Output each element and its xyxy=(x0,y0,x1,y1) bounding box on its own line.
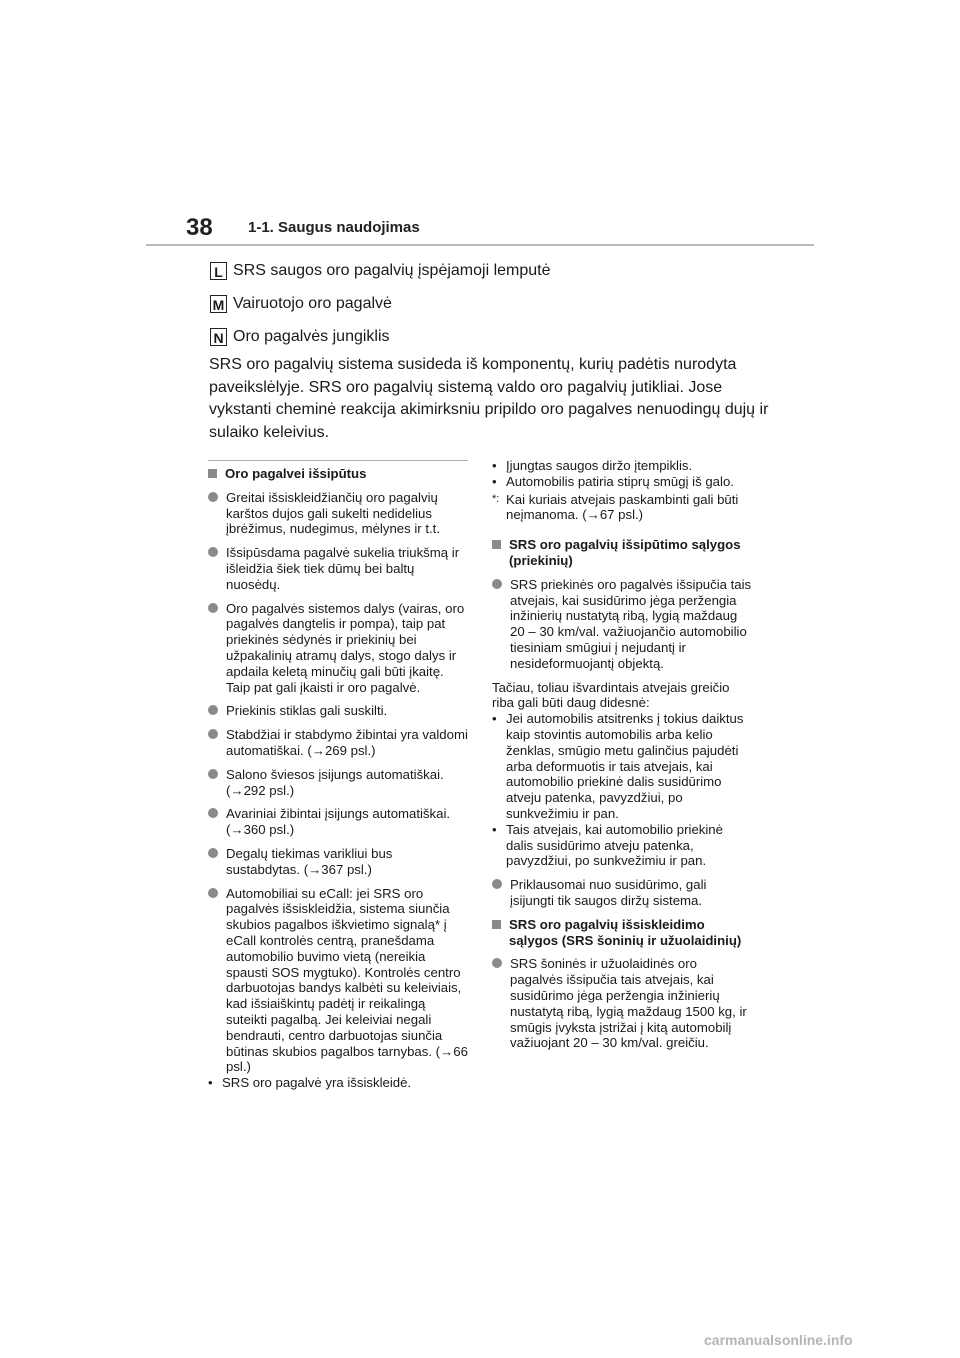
sub-list-item xyxy=(492,711,752,822)
section-heading xyxy=(492,537,752,569)
left-column xyxy=(208,458,468,1091)
dot-marker-icon: • xyxy=(492,458,497,473)
circle-bullet-icon xyxy=(492,579,502,589)
item-text: SRS priekinės oro pagalvės išsipučia tais atvejais, kai susidūrimo jėga peržengia inžinierių nustatytą ribą, lygią maždaug 20 – 30 km/val. važiuojančio automobilio tiesiniam smūgiui į nejudantį ir nesideformuojantį objektą. xyxy=(510,576,752,671)
sub-list-item xyxy=(492,474,752,490)
list-item-ecall xyxy=(208,886,468,1076)
item-text: Tais atvejais, kai automobilio priekinė dalis susidūrimo atveju patenka, pavyzdžiui, po sunkvežimiu ir pan. xyxy=(506,821,723,869)
circle-bullet-icon xyxy=(208,705,218,715)
sub-list-item xyxy=(492,458,752,474)
dot-marker-icon: • xyxy=(492,821,497,837)
legend-item-n xyxy=(210,328,770,346)
item-text: Priklausomai nuo susidūrimo, gali įsijungti tik saugos diržų sistema. xyxy=(510,877,707,908)
legend-text: SRS saugos oro pagalvių įspėjamoji lemputė xyxy=(233,262,551,279)
paragraph: Tačiau, toliau išvardintais atvejais greičio riba gali būti daug didesnė: xyxy=(492,679,730,711)
list-item xyxy=(208,545,468,592)
circle-bullet-icon xyxy=(492,958,502,968)
item-text: Įjungtas saugos diržo įtempiklis. xyxy=(506,458,693,473)
legend-letter: N xyxy=(210,328,227,346)
item-text: SRS šoninės ir užuolaidinės oro pagalvės išsipučia tais atvejais, kai susidūrimo jėga peržengia inžinierių nustatytą ribą, lygią maždaug 1500 kg, ir smūgis įvyksta įstrižai į kitą automobilį važiuojant 20 – 30 km/val. greičiu. xyxy=(510,956,747,1051)
intro-paragraph: SRS oro pagalvių sistema susideda iš komponentų, kurių padėtis nurodyta paveikslėlyje. SRS oro pagalvių sistemą valdo oro pagalvių jutikliai. Jose vykstanti cheminė reakcija akimirksniu pripildo oro pagalves nenuodingų dujų ir sulaiko keleivius. xyxy=(209,356,769,441)
footnote-mark: *: xyxy=(492,492,500,505)
dot-marker-icon: • xyxy=(208,1075,213,1091)
dot-marker-icon: • xyxy=(492,473,497,489)
list-item xyxy=(208,806,468,838)
list-item xyxy=(208,727,468,759)
item-text: Automobilis patiria stiprų smūgį iš galo. xyxy=(506,473,734,489)
circle-bullet-icon xyxy=(208,547,218,557)
item-text: Salono šviesos įsijungs automatiškai. (→292 psl.) xyxy=(226,766,444,798)
list-item xyxy=(492,877,752,909)
section-heading xyxy=(492,917,752,949)
list-item xyxy=(492,956,752,1051)
legend-text: Vairuotojo oro pagalvė xyxy=(233,295,392,312)
watermark: carmanualsonline.info xyxy=(704,1332,853,1348)
square-bullet-icon xyxy=(208,469,217,478)
footnote-text: Kai kuriais atvejais paskambinti gali būti neįmanoma. (→67 psl.) xyxy=(506,491,739,523)
square-bullet-icon xyxy=(492,920,501,929)
item-text: SRS oro pagalvė yra išsiskleidė. xyxy=(222,1075,412,1091)
legend-letter: M xyxy=(210,295,227,313)
square-bullet-icon xyxy=(492,540,501,549)
sub-list-item xyxy=(208,1075,468,1091)
right-column xyxy=(492,458,752,1059)
sub-list-item xyxy=(492,822,752,869)
legend-item-m xyxy=(210,295,770,313)
heading-text: Oro pagalvei išsipūtus xyxy=(225,466,367,481)
circle-bullet-icon xyxy=(208,603,218,613)
item-text: Išsipūsdama pagalvė sukelia triukšmą ir išleidžia šiek tiek dūmų bei baltų nuosėdų. xyxy=(226,545,460,592)
list-item xyxy=(492,577,752,672)
dot-marker-icon: • xyxy=(492,711,497,727)
legend-item-l xyxy=(210,262,770,280)
circle-bullet-icon xyxy=(208,769,218,779)
circle-bullet-icon xyxy=(208,492,218,502)
heading-text: SRS oro pagalvių išsipūtimo sąlygos (priekinių) xyxy=(509,537,741,568)
item-text: Degalų tiekimas varikliui bus sustabdytas. (→367 psl.) xyxy=(226,845,393,877)
item-text: Greitai išsiskleidžiančių oro pagalvių karštos dujos gali sukelti nedidelius įbrėžimus, nudegimus, mėlynes ir t.t. xyxy=(226,489,441,537)
item-text: Priekinis stiklas gali suskilti. xyxy=(226,703,388,719)
footnote xyxy=(492,492,752,524)
heading-text: SRS oro pagalvių išsiskleidimo sąlygos (SRS šoninių ir užuolaidinių) xyxy=(509,916,742,948)
legend-letter: L xyxy=(210,262,227,280)
circle-bullet-icon xyxy=(492,879,502,889)
list-item xyxy=(208,703,468,719)
item-text: Jei automobilis atsitrenks į tokius daiktus kaip stovintis automobilis arba kelio ženklas, smūgio metu galinčius pajudėti arba deformuotis ir tais atvejais, kai automobilio priekinė dalis susidūrimo atveju patenka, pavyzdžiui, po sunkvežimiu ir pan. xyxy=(506,711,744,821)
legend-text: Oro pagalvės jungiklis xyxy=(233,328,390,345)
list-item xyxy=(208,601,468,696)
header-divider xyxy=(146,244,814,246)
page-number: 38 xyxy=(186,214,213,241)
circle-bullet-icon xyxy=(208,888,218,898)
item-text: Automobiliai su eCall: jei SRS oro pagalvės išsiskleidžia, sistema siunčia skubios pagalbos iškvietimo signalą* į eCall kontrolės centrą, pranešdama automobilio buvimo vietą (nereikia spausti SOS mygtuko). Kontrolės centro darbuotojas bandys kalbėti su keleiviais, kad išsiaiškintų padėtį ir reikalingą suteikti pagalbą. Jei keleiviai negali bendrauti, centro darbuotojas siunčia būtinas skubios pagalbos tarnybas. (→66 psl.) xyxy=(226,885,468,1075)
item-text: Oro pagalvės sistemos dalys (vairas, oro pagalvės dangtelis ir pompa), taip pat priekinės sėdynės ir priekinių bei užpakalinių atramų dalys, stogo dalys ir apdaila keletą minučių gali būti įkaitę. Taip pat gali įkaisti ir oro pagalvė. xyxy=(226,600,465,695)
circle-bullet-icon xyxy=(208,808,218,818)
section-heading xyxy=(208,466,468,482)
circle-bullet-icon xyxy=(208,729,218,739)
circle-bullet-icon xyxy=(208,848,218,858)
list-item xyxy=(208,767,468,799)
section-title: 1-1. Saugus naudojimas xyxy=(248,219,420,236)
item-text: Avariniai žibintai įsijungs automatiškai. (→360 psl.) xyxy=(226,806,451,838)
item-text: Stabdžiai ir stabdymo žibintai yra valdomi automatiškai. (→269 psl.) xyxy=(226,727,468,758)
list-item xyxy=(208,490,468,537)
list-item xyxy=(208,846,468,878)
